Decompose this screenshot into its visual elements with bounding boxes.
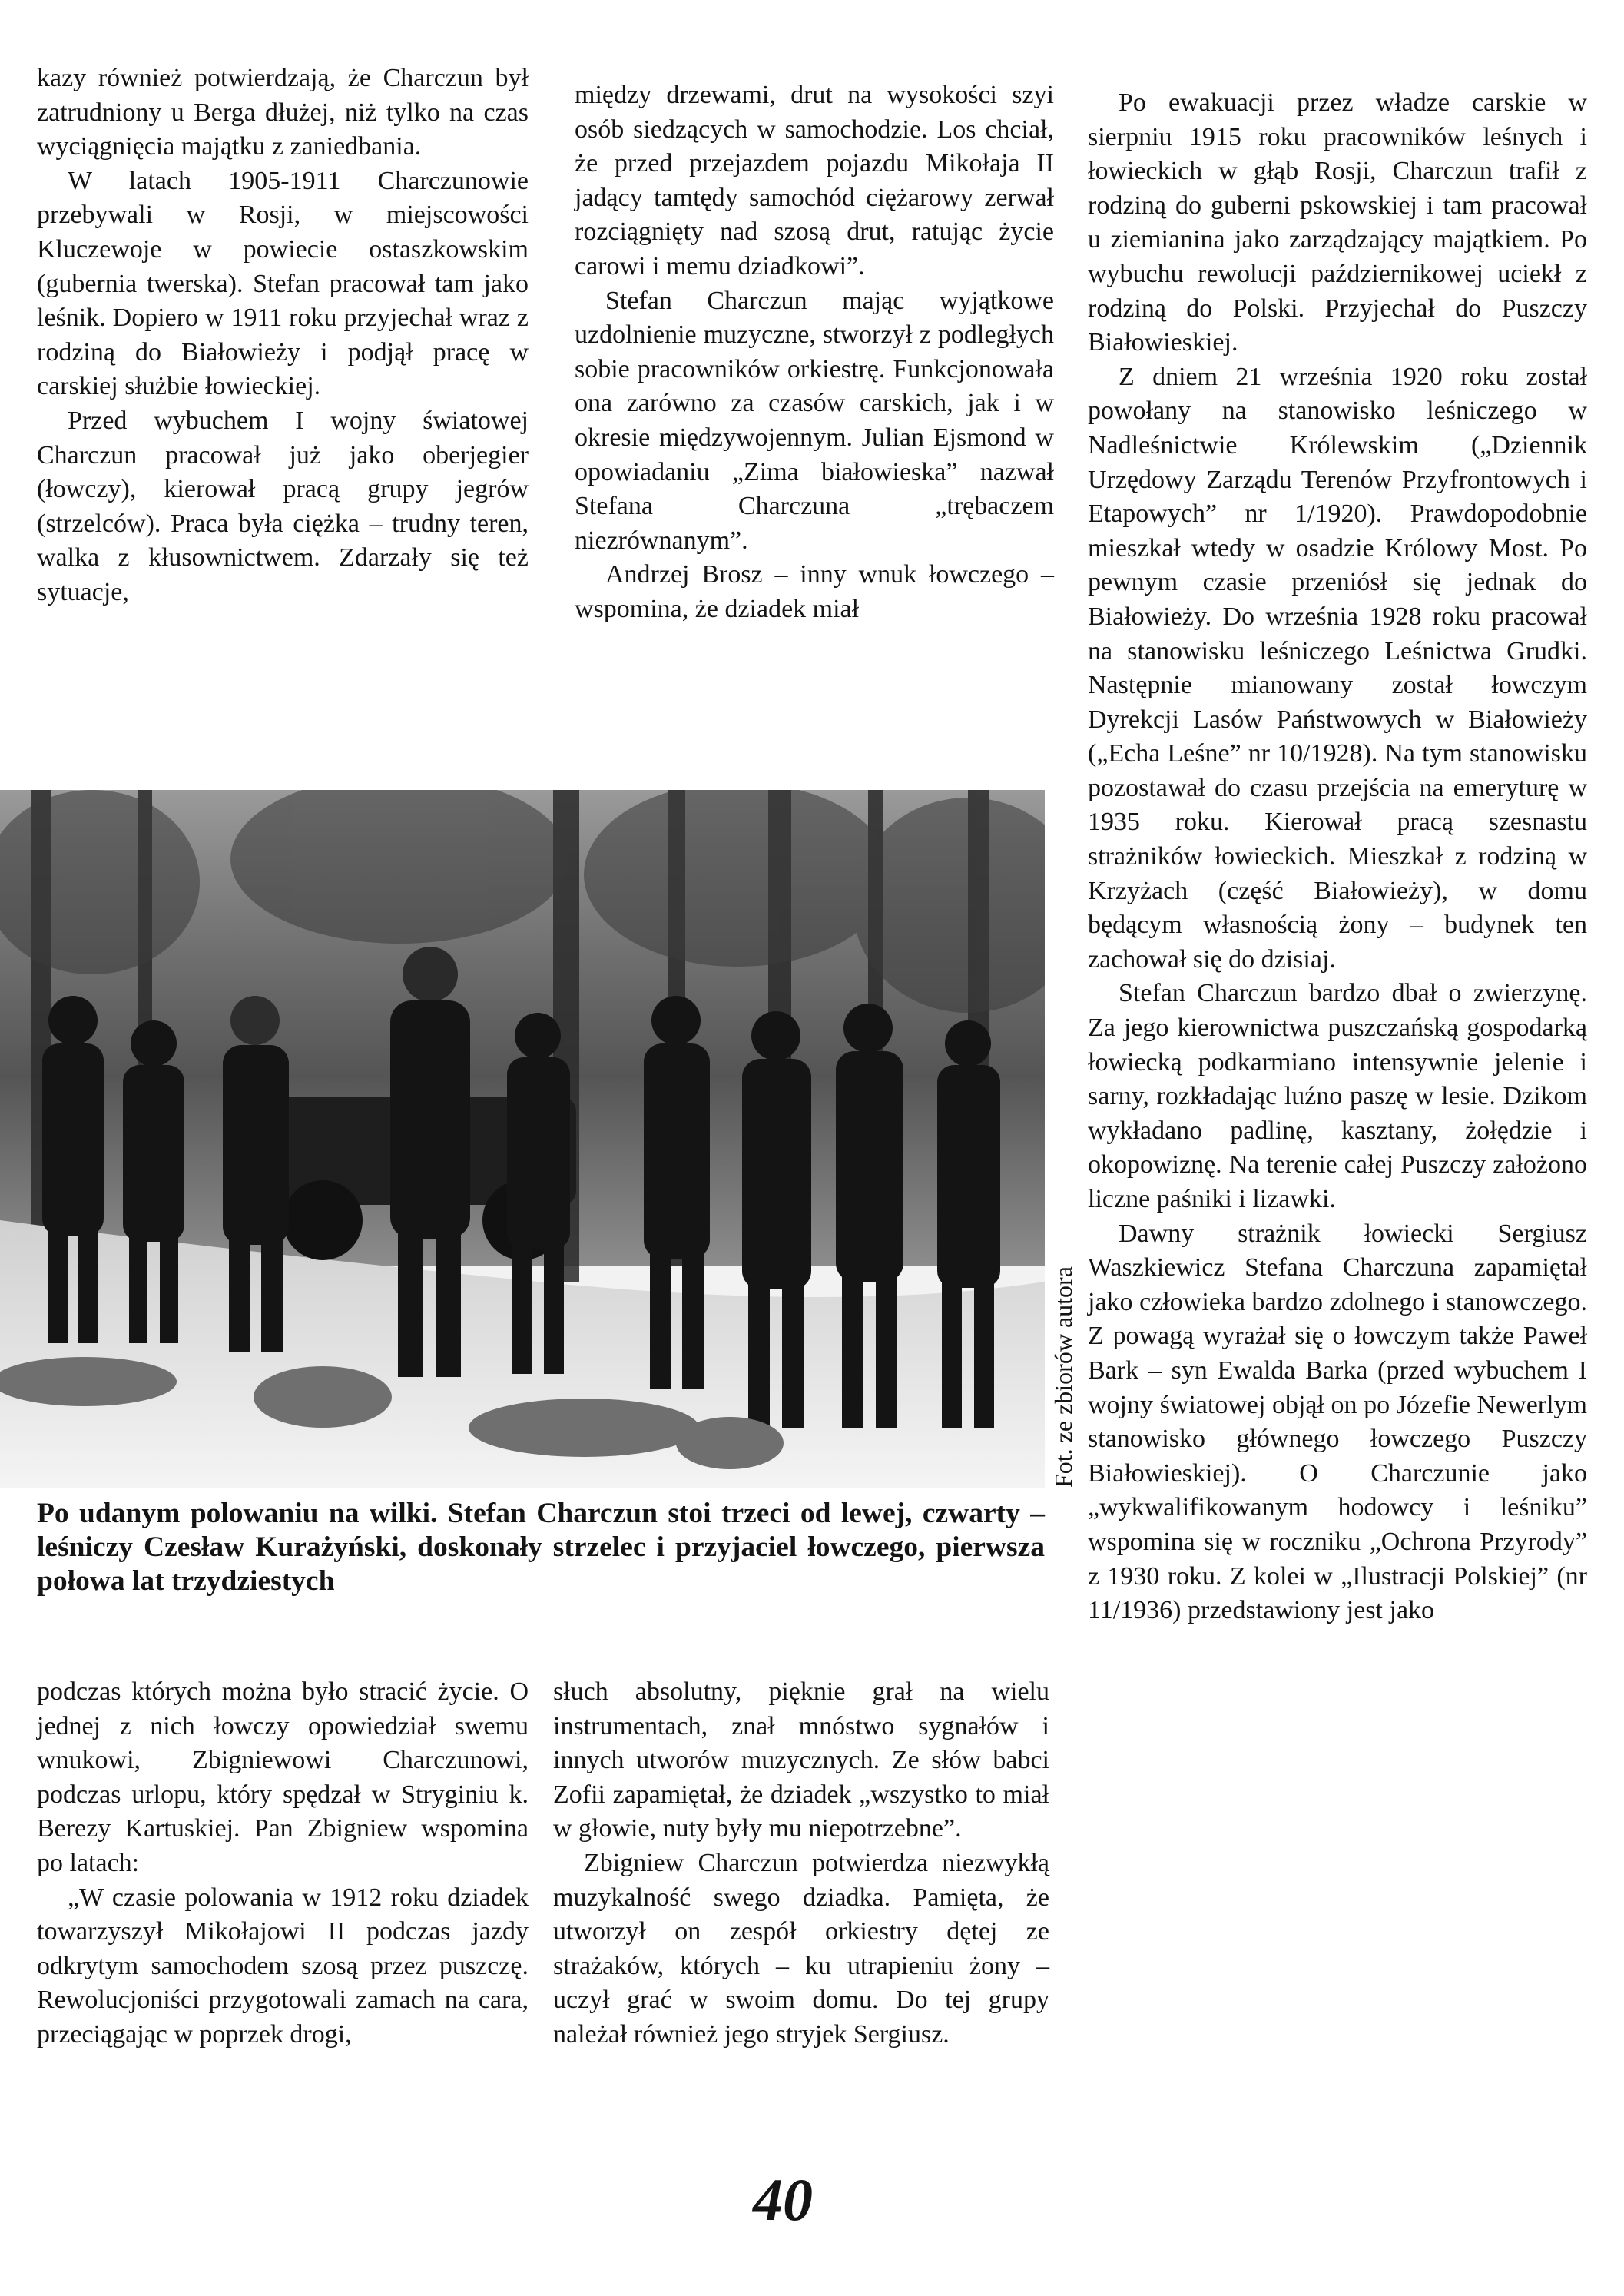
paragraph: Dawny strażnik łowiecki Sergiusz Waszkiewicz Stefana Charczuna zapamiętał jako człowieka bardzo zdolnego i stanowczego. Z powagą wyrażał się o łowczym także Paweł Bark – syn Ewalda Barka (przed wybuchem I wojny światowej objął on po Józefie Newerlym stanowisko głównego łowczego Puszczy Białowieskiej). O Charczunie jako „wykwalifikowanym hodowcy i leśniku” wspomina się w roczniku „Ochrona Przyrody” z 1930 roku. Z kolei w „Ilustracji Polskiej” (nr 11/1936) przedstawiony jest jako	[1088, 1219, 1587, 1625]
paragraph: Zbigniew Charczun potwierdza niezwykłą muzykalność swego dziadka. Pamięta, że utworzył on zespół orkiestry dętej ze strażaków, których – ku utrapieniu żony – uczył grać w swoim domu. Do tej grupy należał również jego stryjek Sergiusz.	[553, 1848, 1049, 2049]
paragraph: Stefan Charczun bardzo dbał o zwierzynę. Za jego kierownictwa puszczańską gospodarką łowiecką podkarmiano intensywnie jelenie i sarny, rozkładając luźno paszę w lesie. Dzikom wykładano padlinę, kasztany, żołędzie i okopowiznę. Na terenie całej Puszczy założono liczne paśniki i lizawki.	[1088, 979, 1587, 1213]
paragraph: W latach 1905-1911 Charczunowie przebywali w Rosji, w miejscowości Kluczewoje w powiecie ostaszkowskim (gubernia twerska). Stefan pracował tam jako leśnik. Dopiero w 1911 roku przyjechał wraz z rodziną do Białowieży i podjął pracę w carskiej służbie łowieckiej.	[37, 166, 529, 401]
hunting-party-photo-icon	[0, 790, 1045, 1488]
article-column-3	[1088, 86, 1587, 1628]
photo-caption: Po udanym polowaniu na wilki. Stefan Charczun stoi trzeci od lewej, czwarty – leśniczy Czesław Kurażyński, doskonały strzelec i przyjaciel łowczego, pierwsza połowa lat trzydziestych	[37, 1498, 1045, 1597]
paragraph: Z dniem 21 września 1920 roku został powołany na stanowisko leśniczego w Nadleśnictwie Królewskim („Dziennik Urzędowy Zarządu Terenów Przyfrontowych i Etapowych” nr 1/1920). Prawdopodobnie mieszkał wtedy w osadzie Królowy Most. Po pewnym czasie przeniósł się jednak do Białowieży. Do września 1928 roku pracował na stanowisku leśniczego Leśnictwa Grudki. Następnie mianowany został łowczym Dyrekcji Lasów Państwowych w Białowieży („Echa Leśne” nr 10/1928). Na tym stanowisku pozostawał do czasu przejścia na emeryturę w 1935 roku. Kierował pracą szesnastu strażników łowieckich. Mieszkał z rodziną w Krzyżach (część Białowieży), w domu będącym własnością żony – budynek ten zachował się do dzisiaj.	[1088, 362, 1587, 974]
article-column-1-bottom	[37, 1675, 529, 2052]
paragraph: „W czasie polowania w 1912 roku dziadek towarzyszył Mikołajowi II podczas jazdy odkrytym samochodem szosą przez puszczę. Rewolucjoniści przygotowali zamach na cara, przeciągając w poprzek drogi,	[37, 1883, 529, 2049]
paragraph: kazy również potwierdzają, że Charczun był zatrudniony u Berga dłużej, niż tylko na czas wyciągnięcia majątku z zaniedbania.	[37, 64, 529, 161]
article-column-2-top	[575, 78, 1054, 627]
article-column-2-bottom	[553, 1675, 1049, 2052]
paragraph: między drzewami, drut na wysokości szyi osób siedzących w samochodzie. Los chciał, że przed przejazdem pojazdu Mikołaja II jadący tamtędy samochód ciężarowy zerwał rozciągnięty nad szosą drut, ratując życie carowi i memu dziadkowi”.	[575, 81, 1054, 280]
paragraph: Po ewakuacji przez władze carskie w sierpniu 1915 roku pracowników leśnych i łowieckich w głąb Rosji, Charczun trafił z rodziną do guberni pskowskiej i tam pracował u ziemianina jako zarządzający majątkiem. Po wybuchu rewolucji październikowej uciekł z rodziną do Polski. Przyjechał do Puszczy Białowieskiej.	[1088, 88, 1587, 357]
article-column-1-top	[37, 61, 529, 610]
paragraph: Andrzej Brosz – inny wnuk łowczego – wspomina, że dziadek miał	[575, 560, 1054, 623]
paragraph: słuch absolutny, pięknie grał na wielu instrumentach, znał mnóstwo sygnałów i innych utworów muzycznych. Ze słów babci Zofii zapamiętał, że dziadek „wszystko to miał w głowie, nuty były mu niepotrzebne”.	[553, 1677, 1049, 1843]
paragraph: Stefan Charczun mając wyjątkowe uzdolnienie muzyczne, stworzył z podległych sobie pracowników orkiestrę. Funkcjonowała ona zarówno za czasów carskich, jak i w okresie międzywojennym. Julian Ejsmond w opowiadaniu „Zima białowieska” nazwał Stefana Charczuna „trębaczem niezrównanym”.	[575, 286, 1054, 555]
paragraph: podczas których można było stracić życie. O jednej z nich łowczy opowiedział swemu wnukowi, Zbigniewowi Charczunowi, podczas urlopu, który spędzał w Stryginiu k. Berezy Kartuskiej. Pan Zbigniew wspomina po latach:	[37, 1677, 529, 1877]
page-number: 40	[753, 2166, 813, 2233]
paragraph: Przed wybuchem I wojny światowej Charczun pracował już jako oberjegier (łowczy), kierował pracą grupy jegrów (strzelców). Praca była ciężka – trudny teren, walka z kłusownictwem. Zdarzały się też sytuacje,	[37, 406, 529, 606]
photo-credit: Fot. ze zbiorów autora	[1049, 1266, 1077, 1488]
